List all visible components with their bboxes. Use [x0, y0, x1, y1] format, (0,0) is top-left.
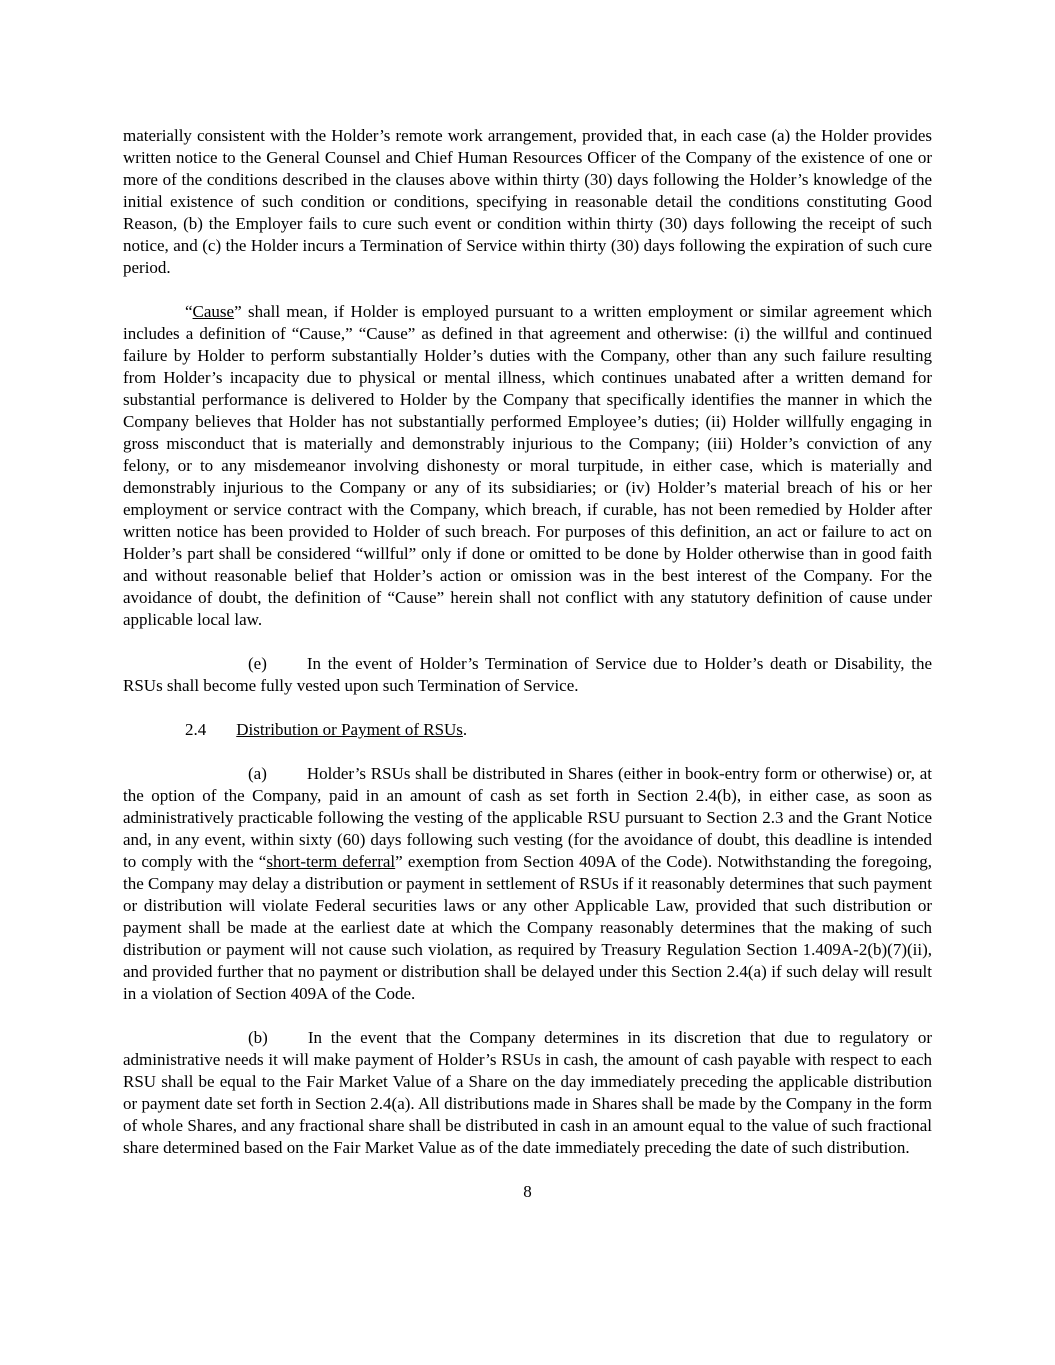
open-quote: “: [185, 302, 193, 321]
paragraph-text: materially consistent with the Holder’s remote work arrangement, provided that, in each case (a) the Holder provides written notice to the General Counsel and Chief Human Resources Officer of the Company of the existence of one or more of the conditions described in the clauses above within thirty (30) days following the Holder’s knowledge of the initial existence of such condition or conditions, specifying in reasonable detail the conditions constituting Good Reason, (b) the Employer fails to cure such event or condition within thirty (30) days following the receipt of such notice, and (c) the Holder incurs a Termination of Service within thirty (30) days following the expiration of such cure period.: [123, 126, 932, 277]
paragraph-text: Holder’s RSUs shall be distributed in Shares (either in book-entry form or otherwise) or, at the option of the Company, paid in an amount of cash as set forth in Section 2.4(b), in either case, as soon as administratively practicable following the vesting of the applicable RSU pursuant to Section 2.3 and the Grant Notice and, in any event, within sixty (60) days following such vesting (for the avoidance of doubt, this deadline is intended to comply with the “: [123, 764, 932, 871]
paragraph-e-death-disability: [123, 653, 932, 697]
clause-label: (b): [248, 1028, 268, 1047]
clause-label: (a): [248, 764, 267, 783]
section-number: 2.4: [185, 720, 207, 739]
paragraph-cause-definition: [123, 301, 932, 631]
paragraph-a-distribution: [123, 763, 932, 1005]
paragraph-text: In the event that the Company determines in its discretion that due to regulatory or administrative needs it will make payment of Holder’s RSUs in cash, the amount of cash payable with respect to each RSU shall be equal to the Fair Market Value of a Share on the day immediately preceding the applicable distribution or payment date set forth in Section 2.4(a). All distributions made in Shares shall be made by the Company in the form of whole Shares, and any fractional share shall be distributed in cash in an amount equal to the value of such fractional share determined based on the Fair Market Value as of the date immediately preceding the date of such distribution.: [123, 1028, 932, 1157]
paragraph-good-reason-continuation: [123, 125, 932, 279]
section-title-period: .: [462, 720, 468, 739]
underlined-term-short-term-deferral: short-term deferral: [266, 852, 396, 871]
paragraph-text: ” exemption from Section 409A of the Code). Notwithstanding the foregoing, the Company may delay a distribution or payment in settlement of RSUs if it reasonably determines that such payment or distribution will violate Federal securities laws or any other Applicable Law, provided that such distribution or payment shall be made at the earliest date at which the Company reasonably determines that the making of such distribution or payment will not cause such violation, as required by Treasury Regulation Section 1.409A-2(b)(7)(ii), and provided further that no payment or distribution shall be delayed under this Section 2.4(a) if such delay will result in a violation of Section 409A of the Code.: [123, 852, 932, 1003]
paragraph-text: In the event of Holder’s Termination of Service due to Holder’s death or Disability, the RSUs shall become fully vested upon such Termination of Service.: [123, 654, 932, 695]
paragraph-text: ” shall mean, if Holder is employed pursuant to a written employment or similar agreement which includes a definition of “Cause,” “Cause” as defined in that agreement and otherwise: (i) the willful and continued failure by Holder to perform substantially Holder’s duties with the Company, other than any such failure resulting from Holder’s incapacity due to physical or mental illness, which continues unabated after a written demand for substantial performance is delivered to Holder by the Company that specifically identifies the manner in which the Company believes that Holder has not substantially performed Employee’s duties; (ii) Holder willfully engaging in gross misconduct that is materially and demonstrably injurious to the Company; (iii) Holder’s conviction of any felony, or to any misdemeanor involving dishonesty or moral turpitude, in either case, which is materially and demonstrably injurious to the Company or any of its subsidiaries; or (iv) Holder’s material breach of his or her employment or service contract with the Company, which breach, if curable, has not been remedied by Holder after written notice has been provided to Holder of such breach. For purposes of this definition, an act or failure to act on Holder’s part shall be considered “willful” only if done or omitted to be done by Holder otherwise than in good faith and without reasonable belief that Holder’s action or omission was in the best interest of the Company. For the avoidance of doubt, the definition of “Cause” herein shall not conflict with any statutory definition of cause under applicable local law.: [123, 302, 932, 629]
section-title-underlined: Distribution or Payment of RSUs: [236, 720, 463, 739]
underlined-term-cause: Cause: [192, 302, 235, 321]
section-heading-2-4: [123, 719, 932, 741]
clause-label: (e): [248, 654, 267, 673]
paragraph-b-cash-payment: [123, 1027, 932, 1159]
page-number: 8: [523, 1182, 532, 1201]
